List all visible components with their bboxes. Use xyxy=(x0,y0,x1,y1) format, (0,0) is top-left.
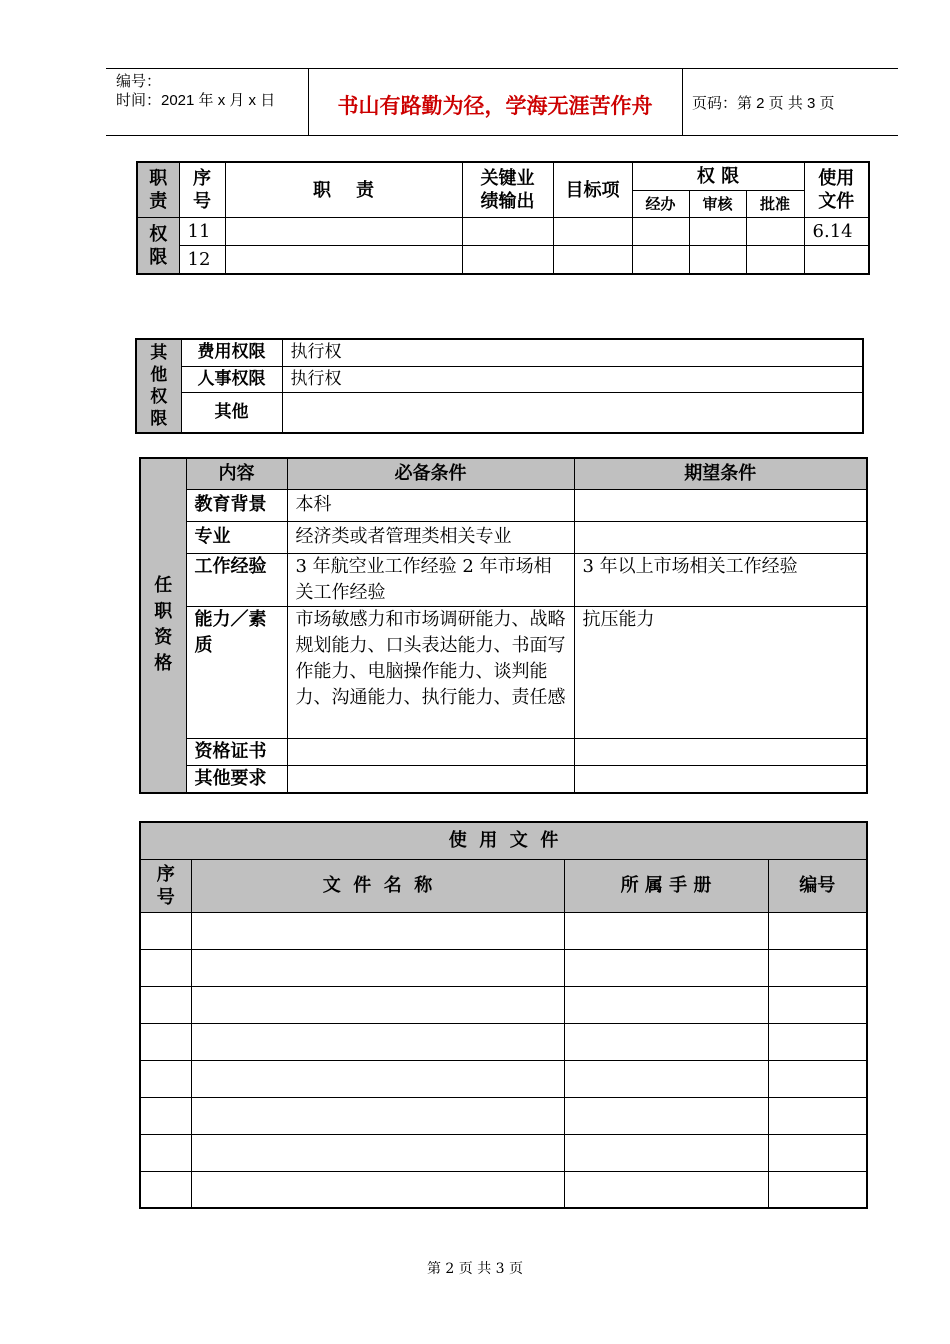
authority-label: 其他 xyxy=(181,393,282,433)
row-doc: 6.14 xyxy=(804,218,869,246)
qualification-label: 教育背景 xyxy=(186,489,287,521)
doc-manual-cell xyxy=(564,1060,768,1097)
authority-value: 执行权 xyxy=(282,366,863,393)
qualification-label: 专业 xyxy=(186,521,287,553)
authority-value xyxy=(282,393,863,433)
qualification-required: 3 年航空业工作经验 2 年市场相关工作经验 xyxy=(287,553,574,606)
page-header xyxy=(106,68,898,136)
row-execute-cell xyxy=(632,246,689,275)
doc-name-cell xyxy=(191,1134,564,1171)
side-label-duty: 职 责 xyxy=(137,162,179,218)
qualification-label: 工作经验 xyxy=(186,553,287,606)
row-duty-cell xyxy=(225,246,462,275)
row-approve-cell xyxy=(746,218,804,246)
qualification-expected xyxy=(574,738,867,765)
doc-number-cell xyxy=(768,1171,867,1208)
side-label-other-authority: 其 他 权 限 xyxy=(136,339,181,433)
qualification-label: 其他要求 xyxy=(186,765,287,793)
doc-seq-cell xyxy=(140,912,191,949)
doc-seq-cell xyxy=(140,1023,191,1060)
row-seq: 12 xyxy=(179,246,225,275)
doc-name-cell xyxy=(191,1171,564,1208)
row-target-cell xyxy=(553,218,632,246)
doc-manual-cell xyxy=(564,912,768,949)
header-approve: 批准 xyxy=(746,191,804,218)
qualification-required: 本科 xyxy=(287,489,574,521)
header-expected: 期望条件 xyxy=(574,458,867,489)
doc-manual-cell xyxy=(564,1023,768,1060)
header-key-output: 关键业 绩输出 xyxy=(462,162,553,218)
doc-number-cell xyxy=(768,1060,867,1097)
qualification-label: 能力／素质 xyxy=(186,606,287,738)
document-number-label: 编号： xyxy=(116,73,162,90)
doc-seq-cell xyxy=(140,949,191,986)
table-row xyxy=(140,912,867,949)
qualification-required: 经济类或者管理类相关专业 xyxy=(287,521,574,553)
qualifications-table xyxy=(139,457,868,794)
table-row xyxy=(140,949,867,986)
row-key-output-cell xyxy=(462,218,553,246)
qualification-expected xyxy=(574,521,867,553)
doc-seq-cell xyxy=(140,1097,191,1134)
header-top-rule xyxy=(106,68,898,69)
doc-number-cell xyxy=(768,986,867,1023)
header-doc: 使用 文件 xyxy=(804,162,869,218)
duties-authority-table xyxy=(136,161,870,275)
header-doc-manual: 所 属 手 册 xyxy=(564,859,768,912)
header-motto: 书山有路勤为径，学海无涯苦作舟 xyxy=(337,94,653,118)
page-number-label: 页码：第 2 页 共 3 页 xyxy=(692,95,835,112)
table-row xyxy=(140,1023,867,1060)
header-target: 目标项 xyxy=(553,162,632,218)
table-row xyxy=(140,1060,867,1097)
row-key-output-cell xyxy=(462,246,553,275)
header-doc-name: 文 件 名 称 xyxy=(191,859,564,912)
authority-label: 人事权限 xyxy=(181,366,282,393)
doc-number-cell xyxy=(768,1023,867,1060)
documents-used-table xyxy=(139,821,868,1209)
doc-name-cell xyxy=(191,986,564,1023)
document-rows xyxy=(140,912,867,1208)
row-target-cell xyxy=(553,246,632,275)
row-execute-cell xyxy=(632,218,689,246)
authority-label: 费用权限 xyxy=(181,339,282,366)
row-doc xyxy=(804,246,869,275)
doc-name-cell xyxy=(191,949,564,986)
qualification-expected: 3 年以上市场相关工作经验 xyxy=(574,553,867,606)
header-authority: 权 限 xyxy=(632,162,804,191)
header-required: 必备条件 xyxy=(287,458,574,489)
page-footer: 第 2 页 共 3 页 xyxy=(426,1261,524,1277)
document-time-label: 时间：2021 年 x 月 x 日 xyxy=(116,92,276,109)
row-seq: 11 xyxy=(179,218,225,246)
doc-manual-cell xyxy=(564,1171,768,1208)
header-divider-right xyxy=(682,68,683,136)
row-review-cell xyxy=(689,218,746,246)
doc-manual-cell xyxy=(564,986,768,1023)
header-seq: 序 号 xyxy=(179,162,225,218)
doc-name-cell xyxy=(191,1097,564,1134)
header-content: 内容 xyxy=(186,458,287,489)
doc-number-cell xyxy=(768,1134,867,1171)
qualification-expected xyxy=(574,489,867,521)
header-execute: 经办 xyxy=(632,191,689,218)
row-review-cell xyxy=(689,246,746,275)
side-label-authority: 权 限 xyxy=(137,218,179,275)
doc-number-cell xyxy=(768,949,867,986)
side-label-qualifications: 任 职 资 格 xyxy=(140,458,186,793)
qualification-required: 市场敏感力和市场调研能力、战略规划能力、口头表达能力、书面写作能力、电脑操作能力、谈判能力、沟通能力、执行能力、责任感 xyxy=(287,606,574,738)
table-row xyxy=(140,986,867,1023)
qualification-label: 资格证书 xyxy=(186,738,287,765)
header-doc-seq: 序 号 xyxy=(140,859,191,912)
doc-seq-cell xyxy=(140,1134,191,1171)
header-duty: 职 责 xyxy=(225,162,462,218)
doc-manual-cell xyxy=(564,1097,768,1134)
doc-name-cell xyxy=(191,1060,564,1097)
header-review: 审核 xyxy=(689,191,746,218)
doc-name-cell xyxy=(191,912,564,949)
table-row xyxy=(140,1134,867,1171)
qualification-required xyxy=(287,738,574,765)
authority-value: 执行权 xyxy=(282,339,863,366)
doc-name-cell xyxy=(191,1023,564,1060)
doc-seq-cell xyxy=(140,1060,191,1097)
qualification-required xyxy=(287,765,574,793)
table-row xyxy=(140,1097,867,1134)
doc-manual-cell xyxy=(564,949,768,986)
header-doc-number: 编号 xyxy=(768,859,867,912)
doc-number-cell xyxy=(768,1097,867,1134)
documents-title: 使 用 文 件 xyxy=(140,822,867,859)
row-duty-cell xyxy=(225,218,462,246)
doc-manual-cell xyxy=(564,1134,768,1171)
qualification-expected: 抗压能力 xyxy=(574,606,867,738)
other-authority-table xyxy=(135,338,864,434)
row-approve-cell xyxy=(746,246,804,275)
table-row xyxy=(140,1171,867,1208)
header-bottom-rule xyxy=(106,135,898,136)
qualification-expected xyxy=(574,765,867,793)
doc-seq-cell xyxy=(140,1171,191,1208)
doc-number-cell xyxy=(768,912,867,949)
doc-seq-cell xyxy=(140,986,191,1023)
